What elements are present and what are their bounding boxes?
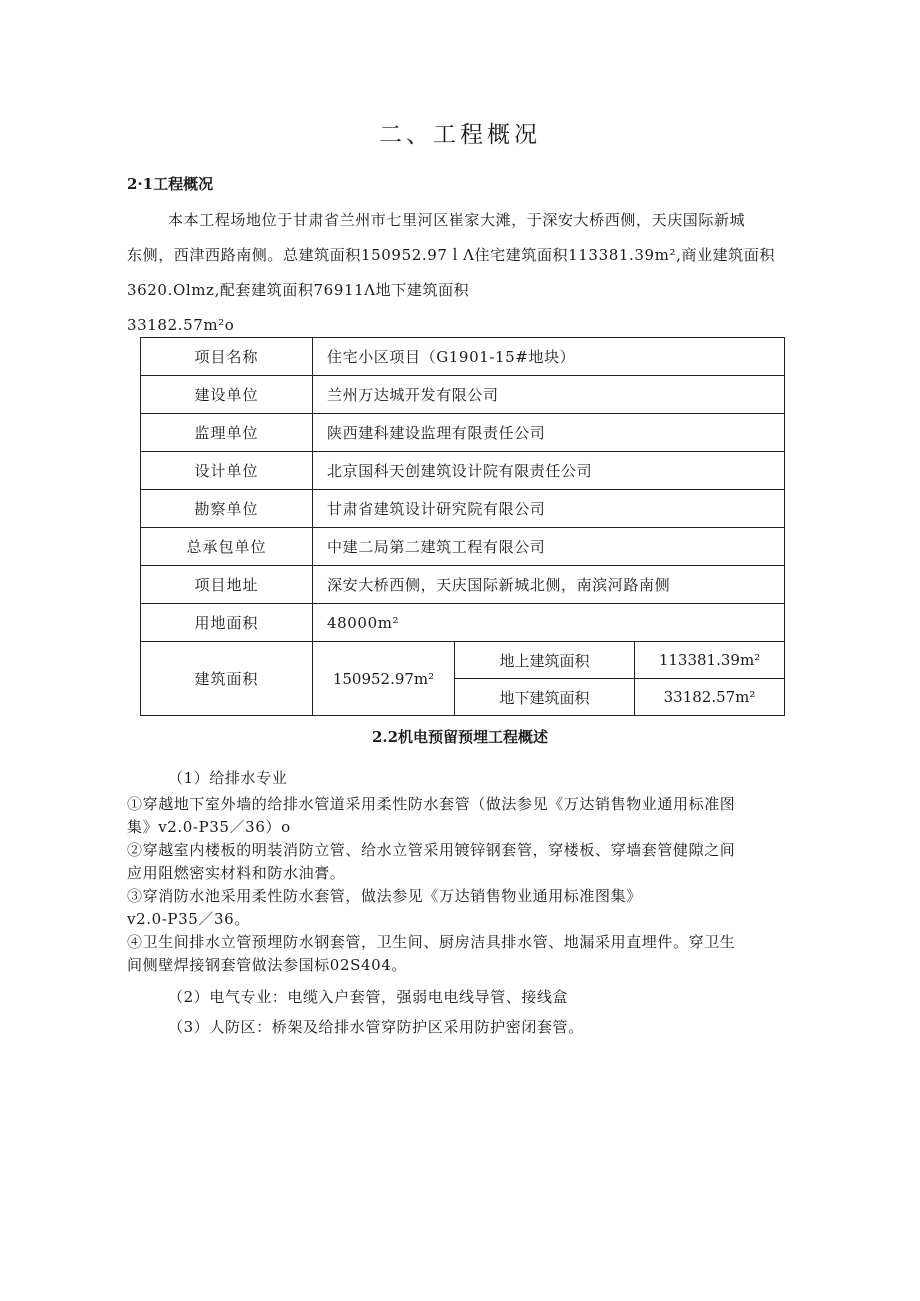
paragraph-line: 3620.Olmz,配套建筑面积76911Λ地下建筑面积: [127, 281, 470, 299]
row-value: 48000m²: [313, 604, 785, 642]
paragraph-line: 本本工程场地位于甘肃省兰州市七里河区崔家大滩，于深安大桥西侧，天庆国际新城: [168, 211, 746, 229]
list-item: 应用阻燃密实材料和防水油膏。: [127, 864, 346, 882]
area-label: 建筑面积: [141, 642, 313, 716]
table-row: [141, 452, 785, 490]
subsection-1-title: （1）给排水专业: [168, 769, 288, 787]
table-row: [141, 642, 785, 679]
row-value: 陕西建科建设监理有限责任公司: [313, 414, 785, 452]
list-item: v2.0-P35／36。: [127, 910, 250, 928]
row-value: 住宅小区项目（G1901-15#地块）: [313, 338, 785, 376]
section-2-2-title: 2.2机电预留预埋工程概述: [371, 728, 549, 746]
row-value: 中建二局第二建筑工程有限公司: [313, 528, 785, 566]
row-label: 总承包单位: [141, 528, 313, 566]
row-label: 勘察单位: [141, 490, 313, 528]
list-item: ④卫生间排水立管预埋防水钢套管，卫生间、厨房洁具排水管、地漏采用直埋件。穿卫生: [127, 933, 736, 951]
page-title: 二、工程概况: [379, 122, 541, 148]
table-row: [141, 604, 785, 642]
table-row: [141, 338, 785, 376]
row-value: 甘肃省建筑设计研究院有限公司: [313, 490, 785, 528]
list-item: ③穿消防水池采用柔性防水套管，做法参见《万达销售物业通用标准图集》: [127, 887, 642, 905]
area-total: 150952.97m²: [313, 642, 455, 716]
table-row: [141, 528, 785, 566]
row-label: 项目名称: [141, 338, 313, 376]
row-label: 用地面积: [141, 604, 313, 642]
table-row: [141, 376, 785, 414]
paragraph-line: 33182.57m²o: [127, 316, 235, 334]
row-label: 建设单位: [141, 376, 313, 414]
row-value: 北京国科天创建筑设计院有限责任公司: [313, 452, 785, 490]
below-ground-value: 33182.57m²: [635, 679, 785, 716]
row-value: 深安大桥西侧，天庆国际新城北侧，南滨河路南侧: [313, 566, 785, 604]
table-row: [141, 414, 785, 452]
list-item: 间侧壁焊接钢套管做法参国标02S404。: [127, 956, 407, 974]
table-row: [141, 490, 785, 528]
project-info-table: [140, 337, 785, 716]
list-item: ①穿越地下室外墙的给排水管道采用柔性防水套管（做法参见《万达销售物业通用标准图: [127, 795, 736, 813]
above-ground-label: 地上建筑面积: [455, 642, 635, 679]
row-label: 项目地址: [141, 566, 313, 604]
below-ground-label: 地下建筑面积: [455, 679, 635, 716]
subsection-2-text: （2）电气专业：电缆入户套管，强弱电电线导管、接线盒: [168, 988, 569, 1006]
list-item: ②穿越室内楼板的明装消防立管、给水立管采用镀锌钢套管，穿楼板、穿墙套管健隙之间: [127, 841, 736, 859]
table-row: [141, 566, 785, 604]
section-2-1-title: 2·1工程概况: [127, 175, 214, 193]
row-label: 监理单位: [141, 414, 313, 452]
list-item: 集》v2.0-P35／36）o: [127, 818, 291, 836]
above-ground-value: 113381.39m²: [635, 642, 785, 679]
subsection-3-text: （3）人防区：桥架及给排水管穿防护区采用防护密闭套管。: [168, 1018, 584, 1036]
row-value: 兰州万达城开发有限公司: [313, 376, 785, 414]
paragraph-line: 东侧，西津西路南侧。总建筑面积150952.97ｌΛ住宅建筑面积113381.39m²,商业建筑面积: [127, 246, 776, 264]
row-label: 设计单位: [141, 452, 313, 490]
